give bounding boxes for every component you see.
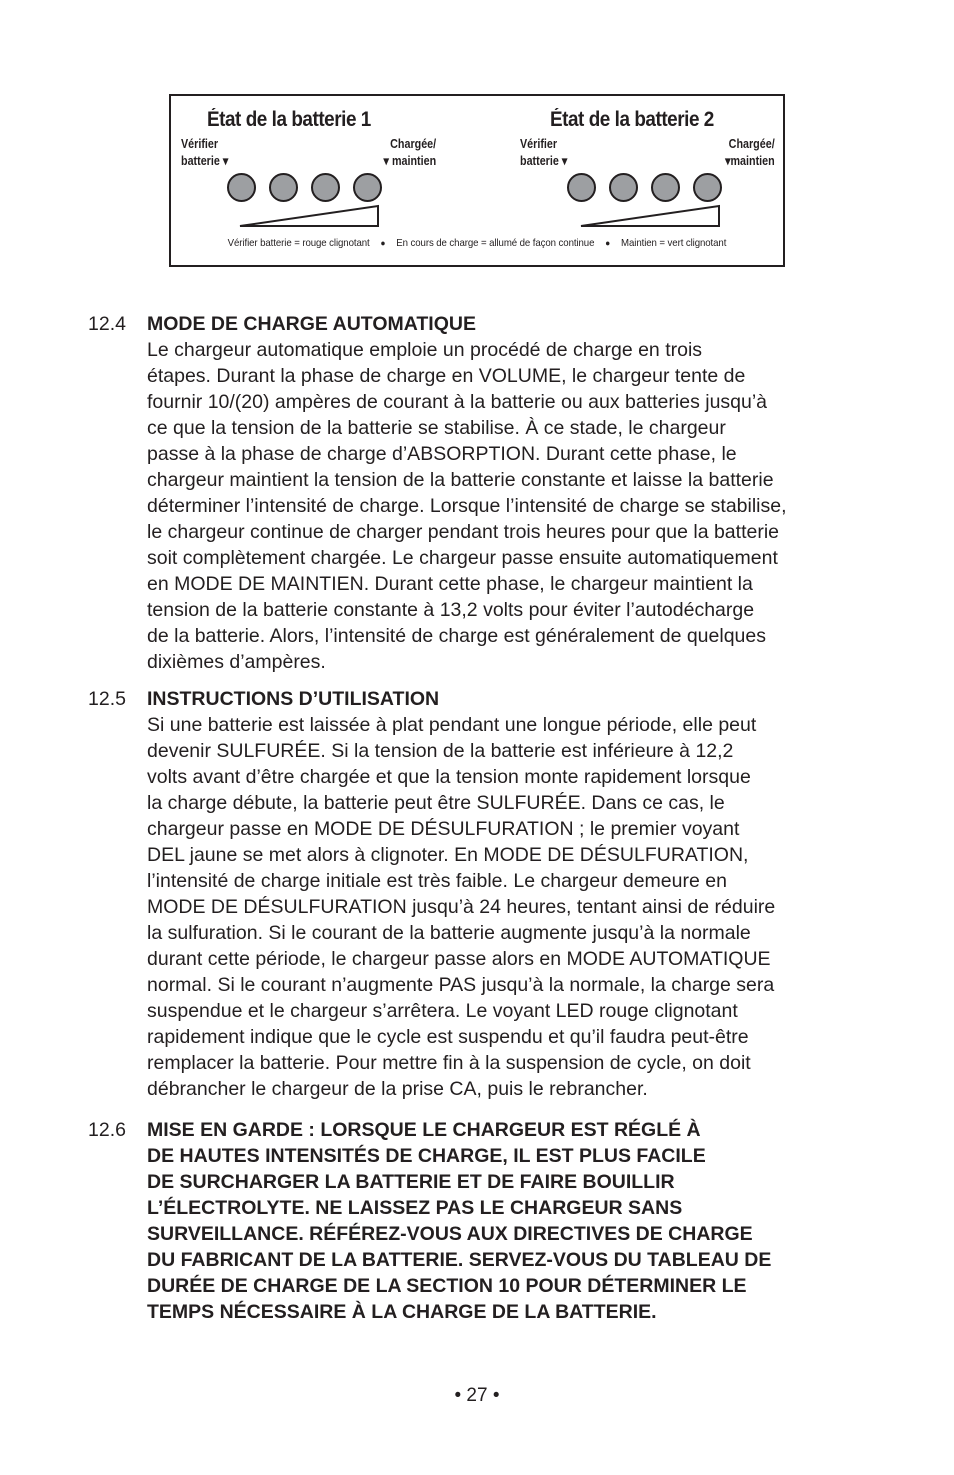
paragraph-line: fournir 10/(20) ampères de courant à la batterie ou aux batteries jusqu’à <box>147 391 768 413</box>
battery-status-diagram <box>169 94 785 267</box>
paragraph-line: chargeur passe en MODE DE DÉSULFURATION ; le premier voyant <box>147 818 740 840</box>
paragraph-line: volts avant d’être chargée et que la tension monte rapidement lorsque <box>147 766 751 788</box>
diagram-legend <box>195 237 758 249</box>
warning-line: DE SURCHARGER LA BATTERIE ET DE FAIRE BOUILLIR <box>147 1171 675 1193</box>
paragraph-line: devenir SULFURÉE. Si la tension de la batterie est inférieure à 12,2 <box>147 740 734 762</box>
section-body <box>147 1117 877 1325</box>
battery-2-status <box>520 96 775 236</box>
paragraph-line: la sulfuration. Si le courant de la batterie augmente jusqu’à la normale <box>147 922 751 944</box>
led-indicator <box>227 173 256 202</box>
paragraph-line: DEL jaune se met alors à clignoter. En MODE DE DÉSULFURATION, <box>147 844 749 866</box>
legend-check-battery: Vérifier batterie = rouge clignotant <box>227 237 370 249</box>
warning-line: MISE EN GARDE : LORSQUE LE CHARGEUR EST RÉGLÉ À <box>147 1119 701 1141</box>
paragraph-line: rapidement indique que le cycle est suspendu et qu’il faudra peut-être <box>147 1026 749 1048</box>
led-indicator <box>651 173 680 202</box>
battery-1-check-label: Vérifier batterie ▾ <box>181 137 229 168</box>
paragraph-line: soit complètement chargée. Le chargeur passe ensuite automatiquement <box>147 547 778 569</box>
legend-charging: En cours de charge = allumé de façon continue <box>396 237 595 249</box>
warning-line: SURVEILLANCE. RÉFÉREZ-VOUS AUX DIRECTIVES DE CHARGE <box>147 1223 753 1245</box>
warning-line: L’ÉLECTROLYTE. NE LAISSEZ PAS LE CHARGEUR SANS <box>147 1197 683 1219</box>
paragraph-line: suspendue et le chargeur s’arrêtera. Le voyant LED rouge clignotant <box>147 1000 738 1022</box>
paragraph-line: en MODE DE MAINTIEN. Durant cette phase, le chargeur maintient la <box>147 573 753 595</box>
paragraph-line: durant cette période, le chargeur passe alors en MODE AUTOMATIQUE <box>147 948 771 970</box>
battery-2-check-label: Vérifier batterie ▾ <box>520 137 568 168</box>
warning-line: DE HAUTES INTENSITÉS DE CHARGE, IL EST PLUS FACILE <box>147 1145 706 1167</box>
section-number: 12.4 <box>88 313 126 335</box>
legend-maintain: Maintien = vert clignotant <box>621 237 727 249</box>
warning-line: TEMPS NÉCESSAIRE À LA CHARGE DE LA BATTERIE. <box>147 1301 657 1323</box>
page-number: • 27 • <box>454 1385 500 1406</box>
paragraph-line: MODE DE DÉSULFURATION jusqu’à 24 heures, tentant ainsi de réduire <box>147 896 776 918</box>
led-indicator <box>353 173 382 202</box>
section-heading: INSTRUCTIONS D’UTILISATION <box>147 688 440 710</box>
paragraph-line: passe à la phase de charge d’ABSORPTION. Durant cette phase, le <box>147 443 737 465</box>
led-indicator <box>311 173 340 202</box>
paragraph-line: chargeur maintient la tension de la batterie constante et laisse la batterie <box>147 469 774 491</box>
battery-2-title: État de la batterie 2 <box>550 108 714 131</box>
led-indicator <box>609 173 638 202</box>
paragraph-line: débrancher le chargeur de la prise CA, puis le rebrancher. <box>147 1078 648 1100</box>
paragraph-line: dixièmes d’ampères. <box>147 651 326 673</box>
led-indicator <box>269 173 298 202</box>
paragraph-line: déterminer l’intensité de charge. Lorsque l’intensité de charge se stabilise, <box>147 495 787 517</box>
warning-line: DU FABRICANT DE LA BATTERIE. SERVEZ-VOUS DU TABLEAU DE <box>147 1249 772 1271</box>
paragraph-line: de la batterie. Alors, l’intensité de charge est généralement de quelques <box>147 625 766 647</box>
led-indicator <box>567 173 596 202</box>
paragraph-line: Si une batterie est laissée à plat pendant une longue période, elle peut <box>147 714 757 736</box>
charge-level-ramp-icon <box>580 204 720 228</box>
paragraph-line: tension de la batterie constante à 13,2 volts pour éviter l’autodécharge <box>147 599 755 621</box>
battery-1-status <box>181 96 436 236</box>
battery-1-title: État de la batterie 1 <box>207 108 371 131</box>
battery-2-charged-label: Chargée/ ▾maintien <box>725 137 775 168</box>
paragraph-line: normal. Si le courant n’augmente PAS jusqu’à la normale, la charge sera <box>147 974 775 996</box>
paragraph-line: ce que la tension de la batterie se stabilise. À ce stade, le chargeur <box>147 417 726 439</box>
battery-1-charged-label: Chargée/ ▾ maintien <box>383 137 436 168</box>
charge-level-ramp-icon <box>239 204 379 228</box>
paragraph-line: le chargeur continue de charger pendant trois heures pour que la batterie <box>147 521 779 543</box>
warning-line: DURÉE DE CHARGE DE LA SECTION 10 POUR DÉTERMINER LE <box>147 1275 747 1297</box>
section-body <box>147 686 877 1102</box>
section-body <box>147 311 877 675</box>
paragraph-line: la charge débute, la batterie peut être SULFURÉE. Dans ce cas, le <box>147 792 725 814</box>
led-indicator <box>693 173 722 202</box>
paragraph-line: remplacer la batterie. Pour mettre fin à la suspension de cycle, on doit <box>147 1052 751 1074</box>
section-heading: MODE DE CHARGE AUTOMATIQUE <box>147 313 476 335</box>
legend-bullet-icon: ● <box>605 238 611 248</box>
paragraph-line: étapes. Durant la phase de charge en VOLUME, le chargeur tente de <box>147 365 746 387</box>
legend-bullet-icon: ● <box>380 238 386 248</box>
paragraph-line: Le chargeur automatique emploie un procédé de charge en trois <box>147 339 703 361</box>
paragraph-line: l’intensité de charge initiale est très faible. Le chargeur demeure en <box>147 870 727 892</box>
section-number: 12.5 <box>88 688 126 710</box>
section-number: 12.6 <box>88 1119 126 1141</box>
